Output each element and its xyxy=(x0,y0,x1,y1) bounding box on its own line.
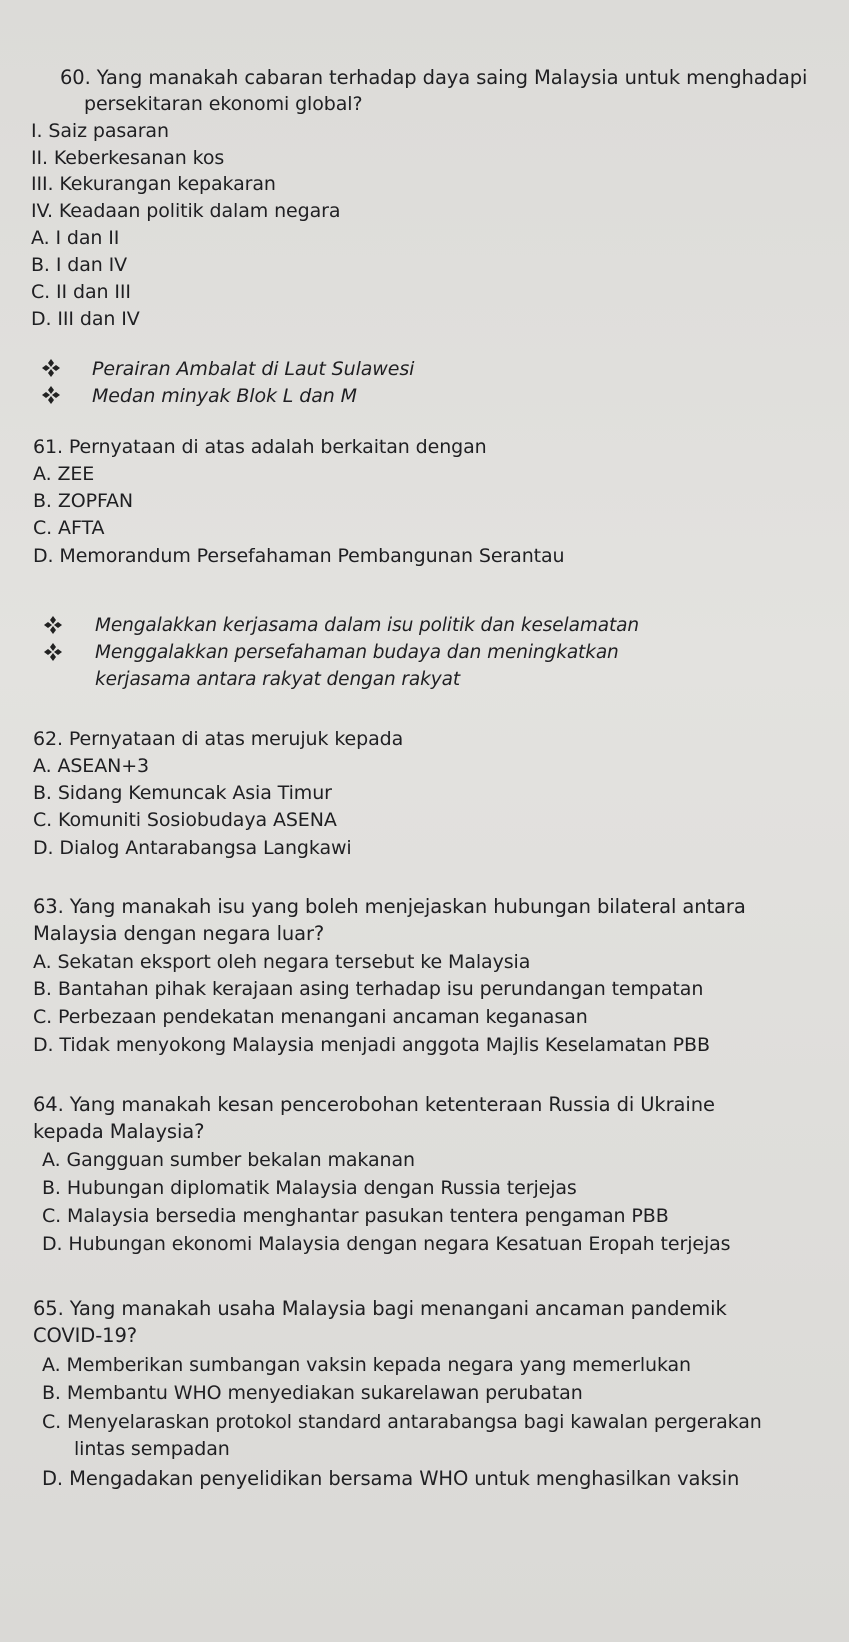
answer-option: C. Menyelaraskan protokol standard antarabangsa bagi kawalan pergerakan xyxy=(42,1411,762,1433)
answer-option: C. Perbezaan pendekatan menangani ancaman keganasan xyxy=(33,1006,588,1028)
question-62-stem: 62. Pernyataan di atas merujuk kepada xyxy=(33,728,404,750)
stimulus-bullet-text: Mengalakkan kerjasama dalam isu politik dan keselamatan xyxy=(95,615,640,636)
statement-item: IV. Keadaan politik dalam negara xyxy=(31,200,341,222)
answer-option: B. ZOPFAN xyxy=(33,490,134,512)
answer-option: D. Hubungan ekonomi Malaysia dengan negara Kesatuan Eropah terjejas xyxy=(42,1233,731,1255)
stimulus-bullet-text: Medan minyak Blok L dan M xyxy=(92,385,357,407)
question-64-stem: 64. Yang manakah kesan pencerobohan ketenteraan Russia di Ukraine xyxy=(33,1093,715,1116)
answer-option: D. Mengadakan penyelidikan bersama WHO untuk menghasilkan vaksin xyxy=(42,1467,740,1490)
question-60-stem: 60. Yang manakah cabaran terhadap daya saing Malaysia untuk menghadapi xyxy=(60,66,808,89)
diamond-bullet-icon xyxy=(42,614,64,636)
question-60-stem-cont: persekitaran ekonomi global? xyxy=(84,93,363,115)
answer-option: A. I dan II xyxy=(31,227,120,249)
answer-option: A. Sekatan eksport oleh negara tersebut ke Malaysia xyxy=(33,951,531,973)
question-63-stem-cont: Malaysia dengan negara luar? xyxy=(33,922,325,945)
answer-option: A. ZEE xyxy=(33,463,95,485)
answer-option-cont: lintas sempadan xyxy=(74,1438,230,1460)
answer-option: D. III dan IV xyxy=(31,308,140,330)
statement-item: I. Saiz pasaran xyxy=(31,120,169,142)
diamond-bullet-icon xyxy=(40,357,62,379)
answer-option: D. Dialog Antarabangsa Langkawi xyxy=(33,837,352,859)
answer-option: A. Gangguan sumber bekalan makanan xyxy=(42,1149,415,1171)
answer-option: C. Komuniti Sosiobudaya ASENA xyxy=(33,809,337,831)
diamond-bullet-icon xyxy=(42,641,64,663)
question-61-stem: 61. Pernyataan di atas adalah berkaitan dengan xyxy=(33,436,487,458)
answer-option: C. II dan III xyxy=(31,281,131,303)
answer-option: D. Memorandum Persefahaman Pembangunan Serantau xyxy=(33,545,565,567)
diamond-bullet-icon xyxy=(40,384,62,406)
answer-option: B. I dan IV xyxy=(31,254,128,276)
answer-option: B. Bantahan pihak kerajaan asing terhadap isu perundangan tempatan xyxy=(33,978,704,1000)
stimulus-bullet-text-cont: kerjasama antara rakyat dengan rakyat xyxy=(95,669,460,690)
answer-option: B. Hubungan diplomatik Malaysia dengan Russia terjejas xyxy=(42,1177,577,1199)
stimulus-bullet-text: Perairan Ambalat di Laut Sulawesi xyxy=(92,358,415,380)
answer-option: B. Membantu WHO menyediakan sukarelawan perubatan xyxy=(42,1382,583,1404)
question-63-stem: 63. Yang manakah isu yang boleh menjejaskan hubungan bilateral antara xyxy=(33,895,746,918)
question-65-stem: 65. Yang manakah usaha Malaysia bagi menangani ancaman pandemik xyxy=(33,1297,727,1320)
question-65-stem-cont: COVID-19? xyxy=(33,1324,138,1347)
answer-option: C. Malaysia bersedia menghantar pasukan tentera pengaman PBB xyxy=(42,1205,669,1227)
question-64-stem-cont: kepada Malaysia? xyxy=(33,1120,205,1143)
answer-option: A. ASEAN+3 xyxy=(33,755,150,777)
answer-option: D. Tidak menyokong Malaysia menjadi anggota Majlis Keselamatan PBB xyxy=(33,1034,710,1056)
stimulus-bullet-text: Menggalakkan persefahaman budaya dan meningkatkan xyxy=(95,642,619,663)
answer-option: A. Memberikan sumbangan vaksin kepada negara yang memerlukan xyxy=(42,1354,691,1376)
answer-option: B. Sidang Kemuncak Asia Timur xyxy=(33,782,332,804)
statement-item: II. Keberkesanan kos xyxy=(31,147,225,169)
statement-item: III. Kekurangan kepakaran xyxy=(31,173,276,195)
answer-option: C. AFTA xyxy=(33,517,105,539)
